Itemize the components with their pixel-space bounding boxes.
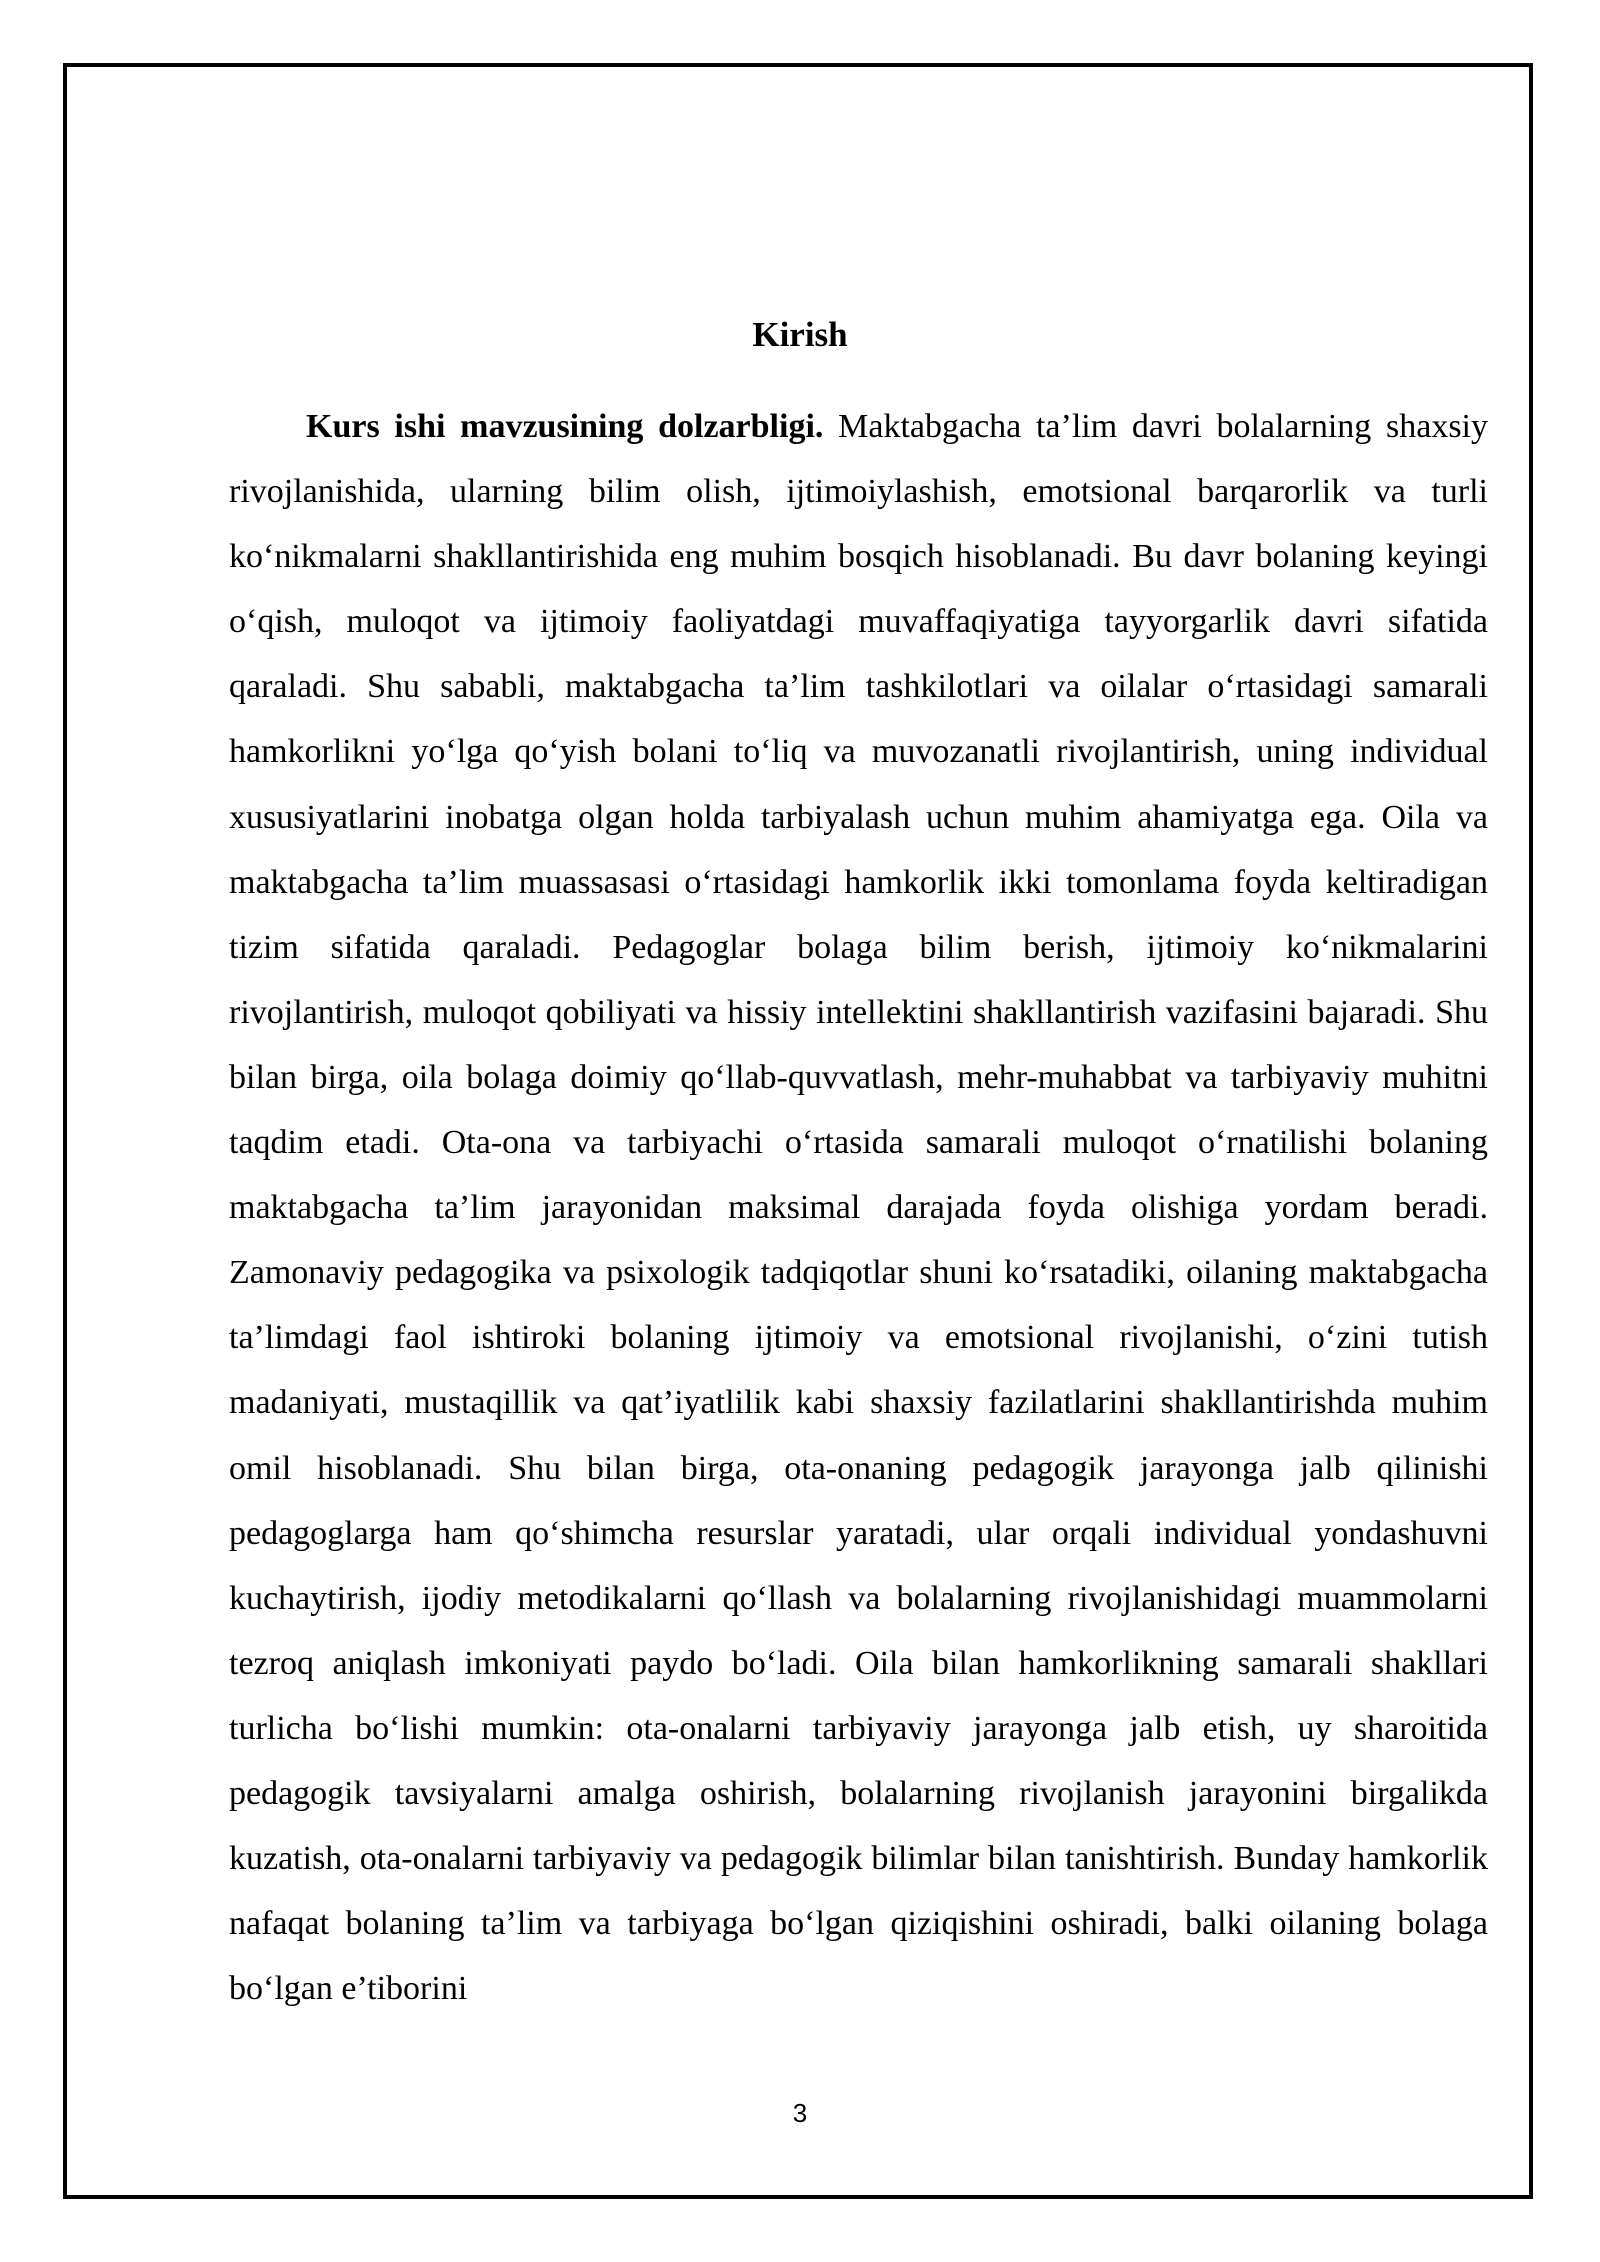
section-title: Kirish (752, 315, 848, 354)
body-paragraph (229, 394, 1488, 2021)
paragraph-lead-heading: Kurs ishi mavzusining dolzarbligi. (306, 408, 824, 445)
page-number: 3 (792, 2098, 808, 2128)
paragraph-text: Maktabgacha ta’lim davri bolalarning shaxsiy rivojlanishida, ularning bilim olish, ijtimoiylashish, emotsional barqarorlik va turli koʻnikmalarni shakllantirishida eng muhim bosqich hisoblanadi. Bu davr bolaning keyingi oʻqish, muloqot va ijtimoiy faoliyatdagi muvaffaqiyatiga tayyorgarlik davri sifatida qaraladi. Shu sababli, maktabgacha ta’lim tashkilotlari va oilalar oʻrtasidagi samarali hamkorlikni yoʻlga qoʻyish bolani toʻliq va muvozanatli rivojlantirish, uning individual xususiyatlarini inobatga olgan holda tarbiyalash uchun muhim ahamiyatga ega. Oila va maktabgacha ta’lim muassasasi oʻrtasidagi hamkorlik ikki tomonlama foyda keltiradigan tizim sifatida qaraladi. Pedagoglar bolaga bilim berish, ijtimoiy koʻnikmalarini rivojlantirish, muloqot qobiliyati va hissiy intellektini shakllantirish vazifasini bajaradi. Shu bilan birga, oila bolaga doimiy qoʻllab-quvvatlash, mehr-muhabbat va tarbiyaviy muhitni taqdim etadi. Ota-ona va tarbiyachi oʻrtasida samarali muloqot oʻrnatilishi bolaning maktabgacha ta’lim jarayonidan maksimal darajada foyda olishiga yordam beradi. Zamonaviy pedagogika va psixologik tadqiqotlar shuni koʻrsatadiki, oilaning maktabgacha ta’limdagi faol ishtiroki bolaning ijtimoiy va emotsional rivojlanishi, oʻzini tutish madaniyati, mustaqillik va qat’iyatlilik kabi shaxsiy fazilatlarini shakllantirishda muhim omil hisoblanadi. Shu bilan birga, ota-onaning pedagogik jarayonga jalb qilinishi pedagoglarga ham qoʻshimcha resurslar yaratadi, ular orqali individual yondashuvni kuchaytirish, ijodiy metodikalarni qoʻllash va bolalarning rivojlanishidagi muammolarni tezroq aniqlash imkoniyati paydo boʻladi. Oila bilan hamkorlikning samarali shakllari turlicha boʻlishi mumkin: ota-onalarni tarbiyaviy jarayonga jalb etish, uy sharoitida pedagogik tavsiyalarni amalga oshirish, bolalarning rivojlanish jarayonini birgalikda kuzatish, ota-onalarni tarbiyaviy va pedagogik bilimlar bilan tanishtirish. Bunday hamkorlik nafaqat bolaning ta’lim va tarbiyaga boʻlgan qiziqishini oshiradi, balki oilaning bolaga boʻlgan e’tiborini (229, 408, 1488, 2008)
